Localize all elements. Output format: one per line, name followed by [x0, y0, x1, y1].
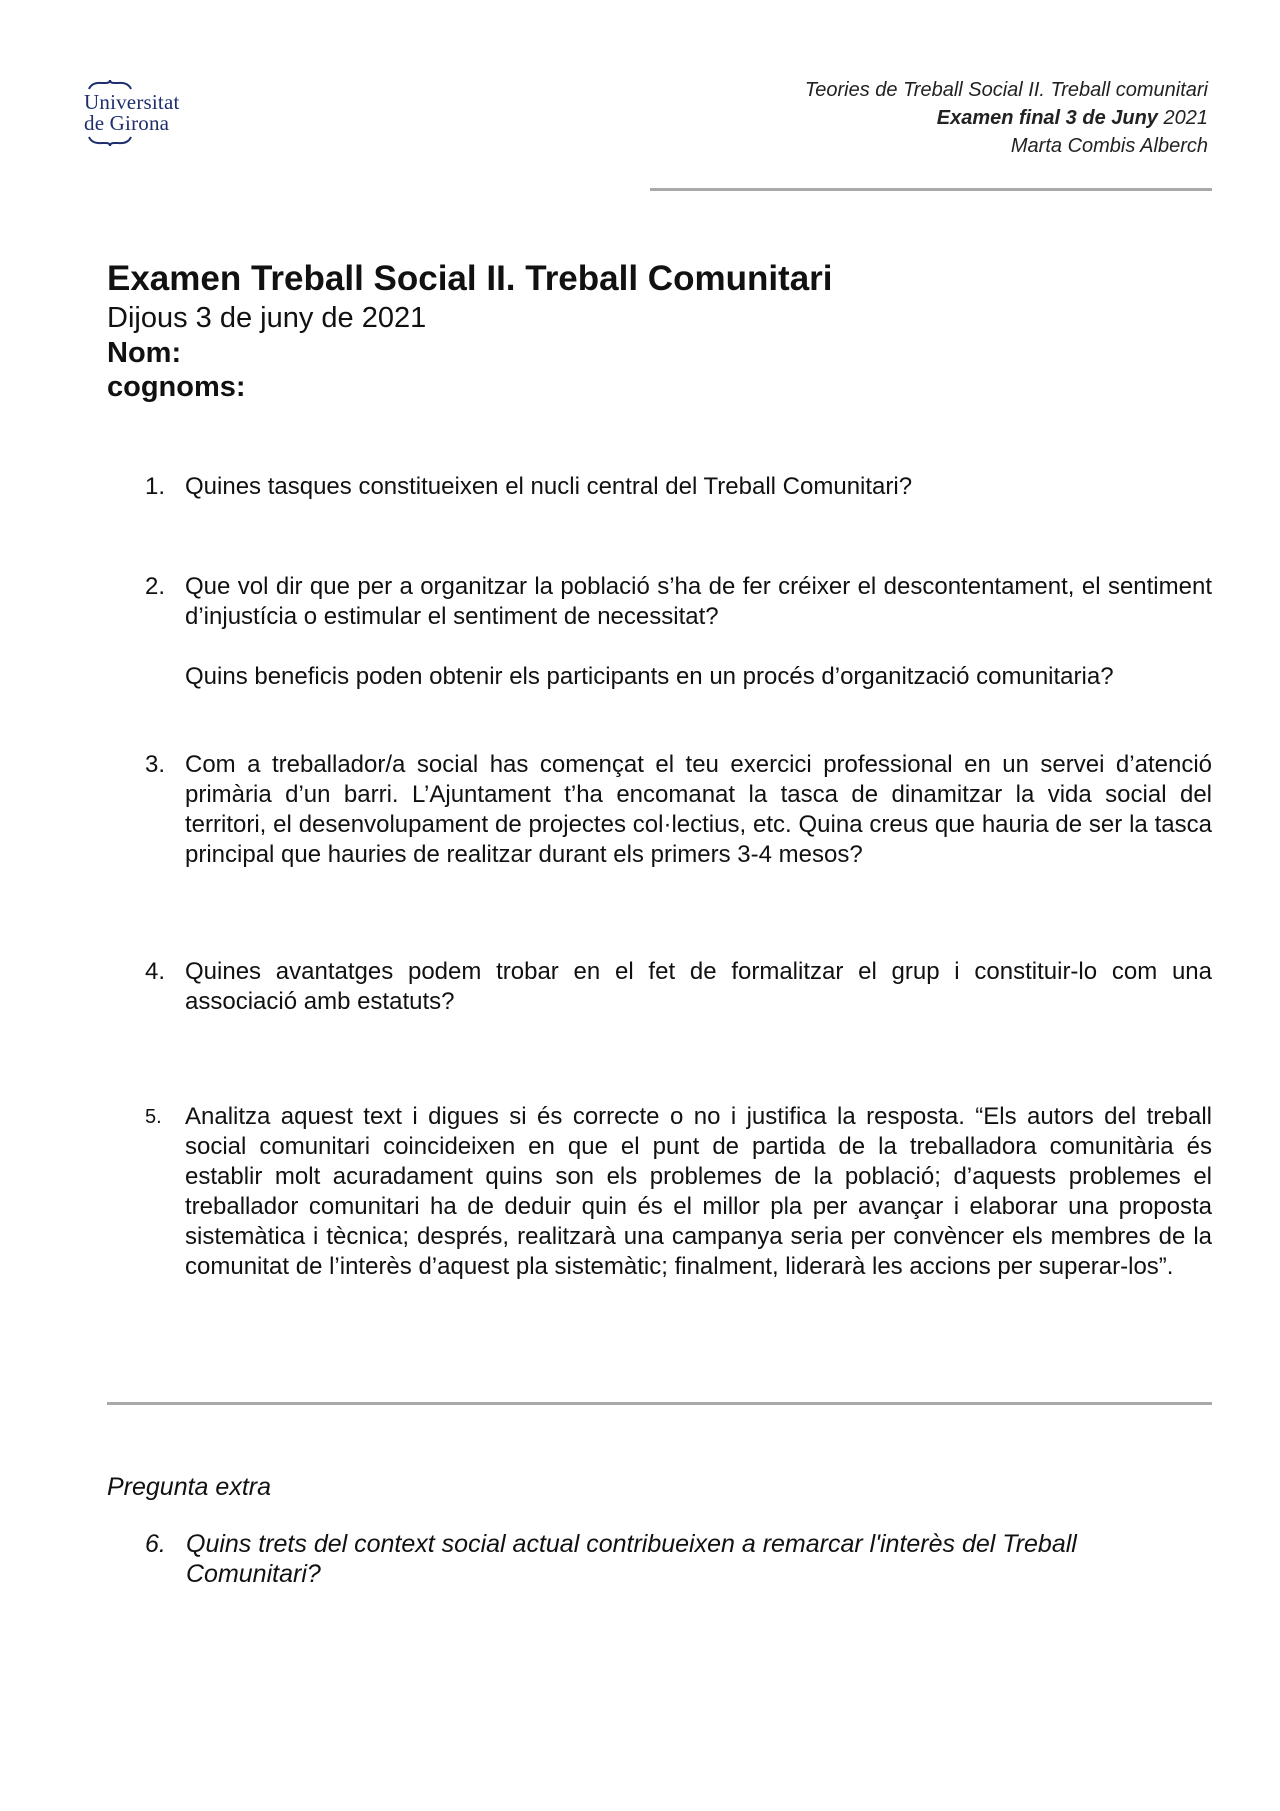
logo-line-1: Universitat [84, 90, 180, 114]
question-text: Analitza aquest text i digues si és correcte o no i justifica la resposta. “Els autors del treball social comunitari coincideixen en que el punt de partida de la treballadora comunitària és establir molt acuradament quins son els problemes de la població; d’aquests problemes el treballador comunitari ha de deduir quin és el millor pla per avançar i elaborar una proposta sistemàtica i tècnica; després, realitzarà una campanya seria per convèncer els membres de la comunitat de l’interès d’aquest pla sistemàtic; finalment, liderarà les accions per superar-los”. [185, 1103, 1212, 1280]
exam-date-bold: Examen final 3 de Juny [936, 107, 1158, 129]
header-divider [650, 188, 1212, 191]
section-divider [107, 1402, 1212, 1405]
question-text: Quines tasques constitueixen el nucli central del Treball Comunitari? [185, 473, 913, 500]
surname-label: cognoms: [107, 371, 246, 403]
logo-line-2: de Girona [84, 111, 170, 135]
question-body [185, 572, 1212, 692]
question-number: 4. [145, 958, 166, 985]
exam-date-line [805, 104, 1208, 132]
question-2 [107, 572, 1212, 692]
question-body [185, 1102, 1212, 1282]
course-name: Teories de Treball Social II. Treball comunitari [804, 79, 1208, 101]
exam-year: 2021 [1157, 107, 1208, 129]
extra-question-title: Pregunta extra [107, 1473, 271, 1501]
question-number: 1. [145, 473, 166, 500]
question-number: 2. [145, 573, 166, 600]
question-text: Que vol dir que per a organitzar la població s’ha de fer créixer el descontentament, el sentiment d’injustícia o estimular el sentiment de necessitat? [185, 573, 1212, 630]
logo-bottom-brace-icon [88, 136, 132, 146]
question-text: Com a treballador/a social has començat el teu exercici professional en un servei d’atenció primària d’un barri. L’Ajuntament t’ha encomanat la tasca de dinamitzar la vida social del territori, el desenvolupament de projectes col·lectius, etc. Quina creus que hauria de ser la tasca principal que hauries de realitzar durant els primers 3-4 mesos? [185, 751, 1212, 868]
question-text: Quins beneficis poden obtenir els participants en un procés d’organització comunitaria? [185, 663, 1114, 690]
exam-date: Dijous 3 de juny de 2021 [107, 302, 427, 334]
question-5 [107, 1102, 1212, 1282]
logo-top-brace-icon [88, 80, 132, 90]
teacher-name: Marta Combis Alberch [1010, 135, 1208, 157]
document-header [805, 76, 1208, 160]
question-6 [107, 1529, 1212, 1589]
question-body [185, 957, 1212, 1017]
question-4 [107, 957, 1212, 1017]
question-number: 6. [145, 1530, 166, 1558]
question-number: 5. [145, 1106, 162, 1128]
question-text: Quines avantatges podem trobar en el fet de formalitzar el grup i constituir-lo com una associació amb estatuts? [185, 958, 1212, 1015]
name-label: Nom: [107, 337, 182, 369]
question-1 [107, 472, 1212, 502]
question-3 [107, 750, 1212, 870]
question-body [185, 750, 1212, 870]
question-number: 3. [145, 751, 166, 778]
university-logo [84, 80, 214, 146]
question-body [185, 472, 1212, 502]
exam-title: Examen Treball Social II. Treball Comunitari [107, 259, 833, 298]
exam-title-block [107, 258, 833, 404]
question-text: Quins trets del context social actual contribueixen a remarcar l'interès del Treball Comunitari? [186, 1530, 1077, 1588]
